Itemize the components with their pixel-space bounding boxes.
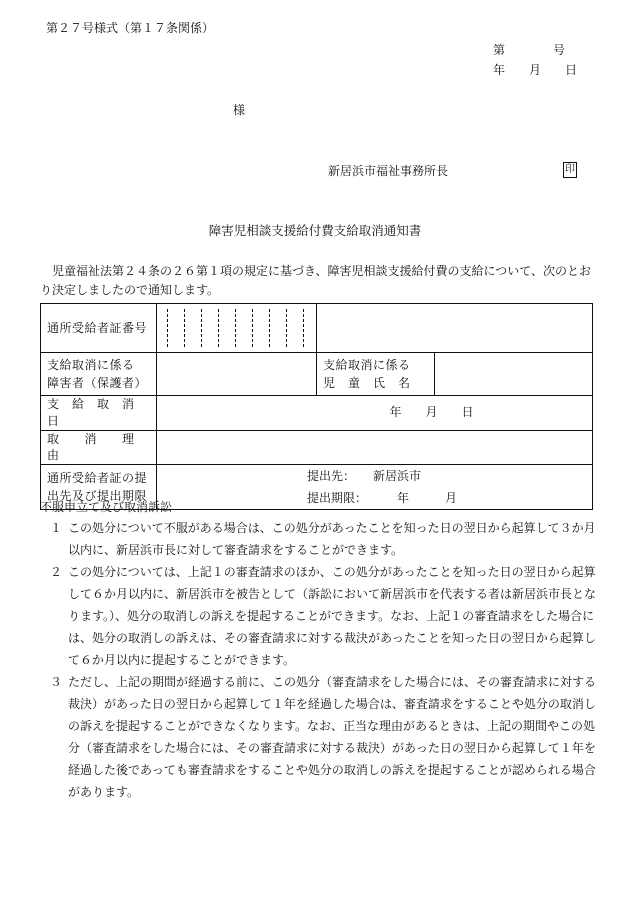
child-label-line2: 児 童 氏 名 xyxy=(323,376,411,390)
appeal-item-1-num: １ xyxy=(50,521,63,535)
cert-digit-box[interactable] xyxy=(219,309,236,347)
child-label-line1: 支給取消に係る xyxy=(323,358,411,372)
intro-paragraph: 児童福祉法第２４条の２６第１項の規定に基づき、障害児相談支援給付費の支給について、次のとおり決定しましたので通知します。 xyxy=(40,264,592,297)
submit-to: 提出先： 新居浜市 xyxy=(307,469,422,484)
cert-digit-box[interactable] xyxy=(236,309,253,347)
date-line: 年 月 日 xyxy=(493,63,578,77)
document-number-line: 第 号 xyxy=(493,43,566,57)
appeal-item-2 xyxy=(40,561,596,671)
cancel-date-label: 支 給 取 消 日 xyxy=(41,396,157,431)
cert-digit-box[interactable] xyxy=(167,309,185,347)
cert-digit-box[interactable] xyxy=(202,309,219,347)
cert-number-row xyxy=(41,304,593,353)
reason-label: 取 消 理 由 xyxy=(41,430,157,465)
addressee-suffix: 様 xyxy=(233,103,246,117)
child-label xyxy=(317,353,435,396)
child-value[interactable] xyxy=(435,353,593,396)
appeal-item-1-text: この処分について不服がある場合は、この処分があったことを知った日の翌日から起算して３か月以内に、新居浜市長に対して審査請求をすることができます。 xyxy=(68,521,596,557)
submit-value[interactable] xyxy=(157,465,593,510)
appeal-item-1 xyxy=(40,517,596,561)
cert-number-blank xyxy=(317,304,593,353)
cert-digit-boxes[interactable] xyxy=(157,304,316,352)
cert-digit-box[interactable] xyxy=(270,309,287,347)
appeal-list xyxy=(40,517,596,803)
cert-digit-box[interactable] xyxy=(185,309,202,347)
cert-number-label: 通所受給者証番号 xyxy=(41,304,157,353)
cert-digit-box[interactable] xyxy=(287,309,304,347)
notice-form-table xyxy=(40,303,593,510)
appeal-item-3 xyxy=(40,671,596,803)
submit-deadline: 提出期限： 年 月 xyxy=(307,491,458,506)
appeal-item-3-num: ３ xyxy=(50,675,63,689)
issuer-name: 新居浜市福祉事務所長 xyxy=(328,164,449,178)
form-number: 第２７号様式（第１７条関係） xyxy=(46,21,215,35)
reason-value[interactable] xyxy=(157,430,593,465)
person-row xyxy=(41,353,593,396)
submit-label-line1: 通所受給者証の提 xyxy=(47,471,148,486)
cert-digit-box[interactable] xyxy=(253,309,270,347)
appeal-item-2-num: ２ xyxy=(50,565,63,579)
person-label-line2: 障害者（保護者） xyxy=(47,376,148,390)
person-label-line1: 支給取消に係る xyxy=(47,358,135,372)
person-value[interactable] xyxy=(157,353,317,396)
appeal-heading: 不服申立て及び取消訴訟 xyxy=(40,500,173,514)
person-label xyxy=(41,353,157,396)
cancel-date-value[interactable]: 年 月 日 xyxy=(157,396,593,431)
seal-stamp: 印 xyxy=(563,162,577,178)
submit-label-line2: 出先及び提出期限 xyxy=(47,489,148,504)
reason-row xyxy=(41,430,593,465)
document-title: 障害児相談支援給付費支給取消通知書 xyxy=(208,223,422,238)
cancel-date-row xyxy=(41,396,593,431)
appeal-item-3-text: ただし、上記の期間が経過する前に、この処分（審査請求をした場合には、その審査請求に対する裁決）があった日の翌日から起算して１年を経過した場合は、審査請求をすることや処分の取消しの訴えを提起することができなくなります。なお、正当な理由があるときは、上記の期間やこの処分（審査請求をした場合には、その審査請求に対する裁決）があった日の翌日から起算して１年を経過した後であっても審査請求をすることや処分の取消しの訴えを提起することが認められる場合があります。 xyxy=(68,675,597,799)
appeal-item-2-text: この処分については、上記１の審査請求のほか、この処分があったことを知った日の翌日から起算して６か月以内に、新居浜市を被告として（訴訟において新居浜市を代表する者は新居浜市長となります。）、処分の取消しの訴えを提起することができます。なお、上記１の審査請求をした場合には、処分の取消しの訴えは、その審査請求に対する裁決があったことを知った日の翌日から起算して６か月以内に提起することができます。 xyxy=(68,565,597,667)
cert-number-field[interactable] xyxy=(157,304,317,353)
